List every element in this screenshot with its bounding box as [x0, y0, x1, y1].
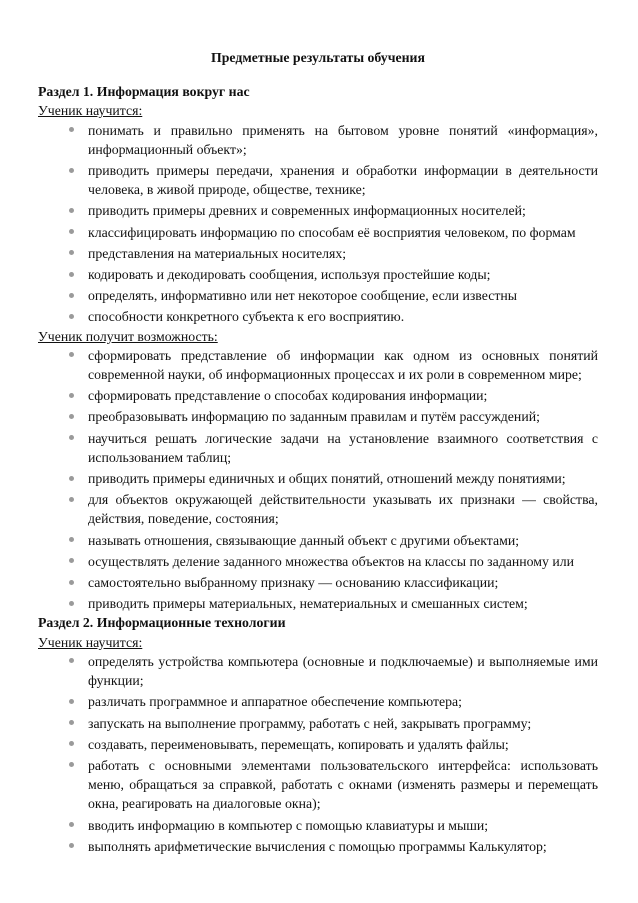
list-item-text: для объектов окружающей действительности указывать их признаки — свойства, действия, поведение, состояния;: [88, 492, 598, 527]
list-item-text: классифицировать информацию по способам её восприятия человеком, по формам: [88, 224, 576, 240]
group-label: Ученик получит возможность:: [38, 328, 218, 344]
list-item: [38, 552, 598, 571]
list-item: [38, 244, 598, 263]
list-item: [38, 652, 598, 690]
group-label: Ученик научится:: [38, 634, 143, 650]
list-item-text: научиться решать логические задачи на установление взаимного соответствия с использованием таблиц;: [88, 430, 598, 465]
bullet-icon: [69, 414, 74, 419]
list-item: [38, 346, 598, 384]
list-item: [38, 121, 598, 159]
bullet-icon: [69, 762, 74, 767]
list-item: [38, 265, 598, 284]
bullet-icon: [69, 208, 74, 213]
bullet-icon: [69, 497, 74, 502]
bullet-icon: [69, 601, 74, 606]
list-item: [38, 307, 598, 326]
list-item: [38, 756, 598, 814]
bullet-icon: [69, 580, 74, 585]
list-item: [38, 531, 598, 550]
list-item-text: приводить примеры единичных и общих понятий, отношений между понятиями;: [88, 471, 566, 487]
section-heading: Раздел 1. Информация вокруг нас: [38, 84, 250, 100]
bullet-list: [38, 652, 598, 856]
list-item-text: приводить примеры передачи, хранения и обработки информации в деятельности человека, в живой природе, обществе, технике;: [88, 163, 598, 198]
list-item-text: понимать и правильно применять на бытовом уровне понятий «информация», информационный объект»;: [88, 122, 598, 157]
bullet-icon: [69, 250, 74, 255]
list-item: [38, 201, 598, 220]
bullet-icon: [69, 314, 74, 319]
group-label: Ученик научится:: [38, 103, 143, 119]
list-item-text: сформировать представление об информации как одном из основных понятий современной науки, об информационных процессах и их роли в современном мире;: [88, 347, 598, 383]
list-item-text: создавать, переименовывать, перемещать, копировать и удалять файлы;: [88, 736, 509, 752]
bullet-icon: [69, 293, 74, 298]
list-item-text: запускать на выполнение программу, работать с ней, закрывать программу;: [88, 715, 532, 731]
bullet-icon: [69, 168, 74, 173]
list-item: [38, 837, 598, 856]
list-item: [38, 386, 598, 405]
document-title: Предметные результаты обучения: [211, 50, 425, 65]
list-item-text: работать с основными элементами пользовательского интерфейса: использовать меню, обращаться за справкой, работать с окнами (изменять размеры и перемещать окна, реагировать на диалоговые окна);: [88, 757, 598, 812]
section-heading: Раздел 2. Информационные технологии: [38, 615, 286, 631]
bullet-icon: [69, 720, 74, 725]
list-item-text: различать программное и аппаратное обеспечение компьютера;: [88, 694, 463, 710]
list-item: [38, 469, 598, 488]
list-item-text: приводить примеры древних и современных информационных носителей;: [88, 203, 526, 219]
bullet-icon: [69, 658, 74, 663]
bullet-icon: [69, 843, 74, 848]
list-item: [38, 490, 598, 528]
list-item-text: приводить примеры материальных, нематериальных и смешанных систем;: [88, 596, 528, 612]
list-item: [38, 594, 598, 613]
bullet-icon: [69, 127, 74, 132]
list-item-text: кодировать и декодировать сообщения, используя простейшие коды;: [88, 267, 491, 283]
bullet-icon: [69, 229, 74, 234]
bullet-icon: [69, 537, 74, 542]
document-page: [38, 48, 598, 856]
list-item-text: способности конкретного субъекта к его восприятию.: [88, 309, 405, 325]
bullet-list: [38, 346, 598, 614]
list-item: [38, 573, 598, 592]
list-item-text: преобразовывать информацию по заданным правилам и путём рассуждений;: [88, 409, 540, 425]
list-item-text: определять устройства компьютера (основные и подключаемые) и выполняемые ими функции;: [88, 653, 598, 689]
list-item-text: сформировать представление о способах кодирования информации;: [88, 388, 488, 404]
list-item: [38, 286, 598, 305]
list-item: [38, 735, 598, 754]
bullet-icon: [69, 822, 74, 827]
bullet-icon: [69, 741, 74, 746]
bullet-icon: [69, 272, 74, 277]
list-item-text: определять, информативно или нет некоторое сообщение, если известны: [88, 288, 517, 304]
list-item: [38, 161, 598, 199]
list-item-text: самостоятельно выбранному признаку — основанию классификации;: [88, 575, 499, 591]
list-item: [38, 714, 598, 733]
list-item: [38, 692, 598, 711]
bullet-icon: [69, 393, 74, 398]
bullet-icon: [69, 476, 74, 481]
list-item: [38, 223, 598, 242]
list-item-text: представления на материальных носителях;: [88, 245, 347, 261]
bullet-icon: [69, 699, 74, 704]
document-body: [38, 82, 598, 856]
list-item: [38, 816, 598, 835]
list-item: [38, 429, 598, 467]
list-item-text: выполнять арифметические вычисления с помощью программы Калькулятор;: [88, 838, 547, 854]
bullet-icon: [69, 435, 74, 440]
list-item-text: вводить информацию в компьютер с помощью клавиатуры и мыши;: [88, 817, 489, 833]
bullet-icon: [69, 558, 74, 563]
list-item-text: осуществлять деление заданного множества объектов на классы по заданному или: [88, 553, 575, 569]
bullet-list: [38, 121, 598, 327]
list-item: [38, 407, 598, 426]
list-item-text: называть отношения, связывающие данный объект с другими объектами;: [88, 532, 520, 548]
bullet-icon: [69, 352, 74, 357]
